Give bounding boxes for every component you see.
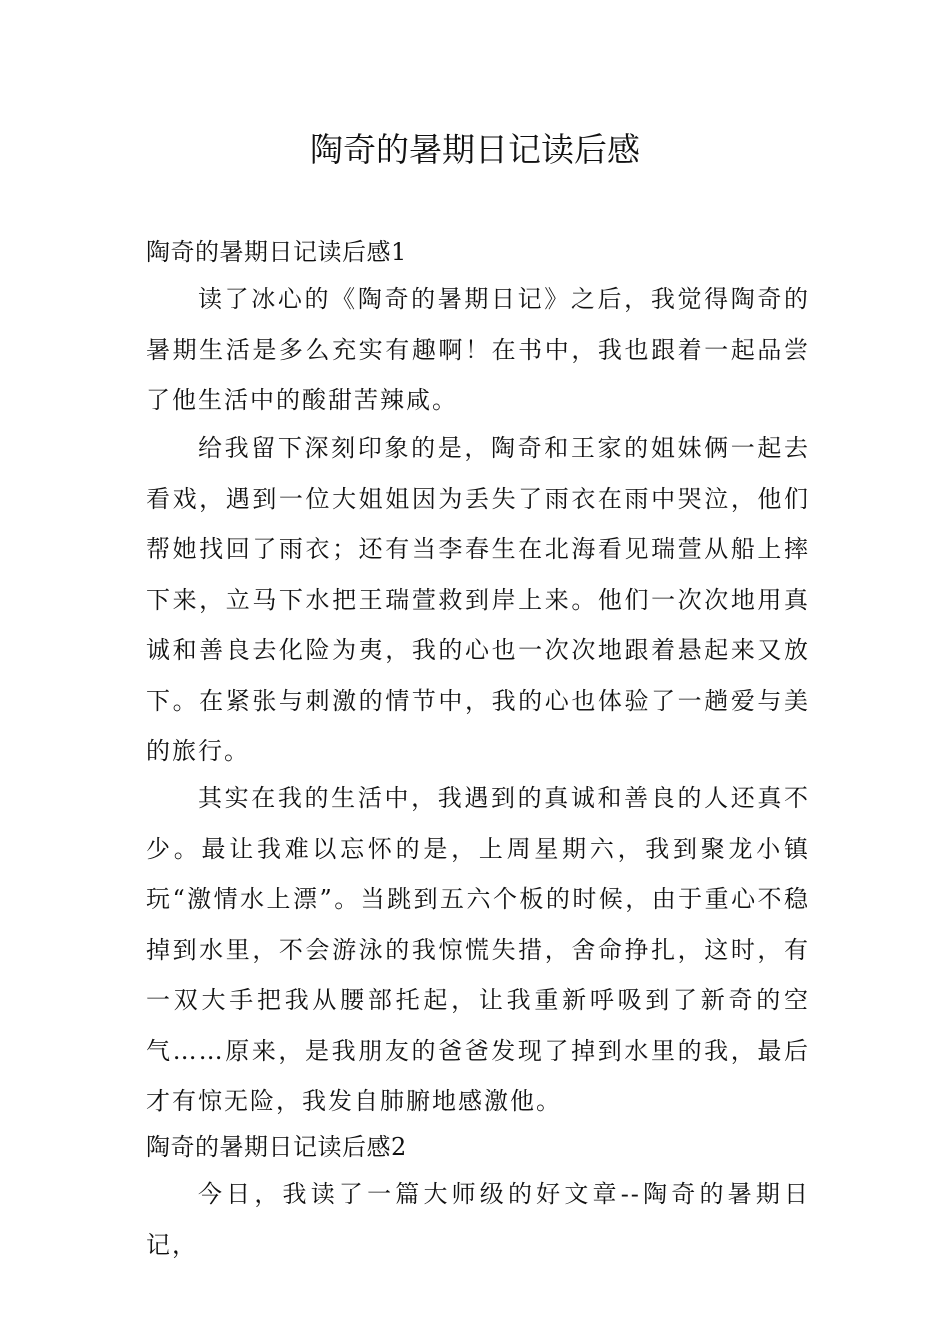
section-heading-2: 陶奇的暑期日记读后感2 bbox=[146, 1133, 407, 1161]
paragraph: 今日，我读了一篇大师级的好文章--陶奇的暑期日记， bbox=[146, 1180, 810, 1259]
paragraph: 读了冰心的《陶奇的暑期日记》之后，我觉得陶奇的暑期生活是多么充实有趣啊！在书中，我也跟着一起品尝了他生活中的酸甜苦辣咸。 bbox=[146, 285, 810, 414]
paragraph: 给我留下深刻印象的是，陶奇和王家的姐妹俩一起去看戏，遇到一位大姐姐因为丢失了雨衣在雨中哭泣，他们帮她找回了雨衣；还有当李春生在北海看见瑞萱从船上摔下来，立马下水把王瑞萱救到岸上来。他们一次次地用真诚和善良去化险为夷，我的心也一次次地跟着悬起来又放下。在紧张与刺激的情节中，我的心也体验了一趟爱与美的旅行。 bbox=[146, 434, 810, 765]
section-heading-1: 陶奇的暑期日记读后感1 bbox=[146, 238, 407, 266]
document-title: 陶奇的暑期日记读后感 bbox=[310, 130, 640, 169]
paragraph: 其实在我的生活中，我遇到的真诚和善良的人还真不少。最让我难以忘怀的是，上周星期六，我到聚龙小镇玩“激情水上漂”。当跳到五六个板的时候，由于重心不稳掉到水里，不会游泳的我惊慌失措，舍命挣扎，这时，有一双大手把我从腰部托起，让我重新呼吸到了新奇的空气……原来，是我朋友的爸爸发现了掉到水里的我，最后才有惊无险，我发自肺腑地感激他。 bbox=[146, 784, 810, 1115]
